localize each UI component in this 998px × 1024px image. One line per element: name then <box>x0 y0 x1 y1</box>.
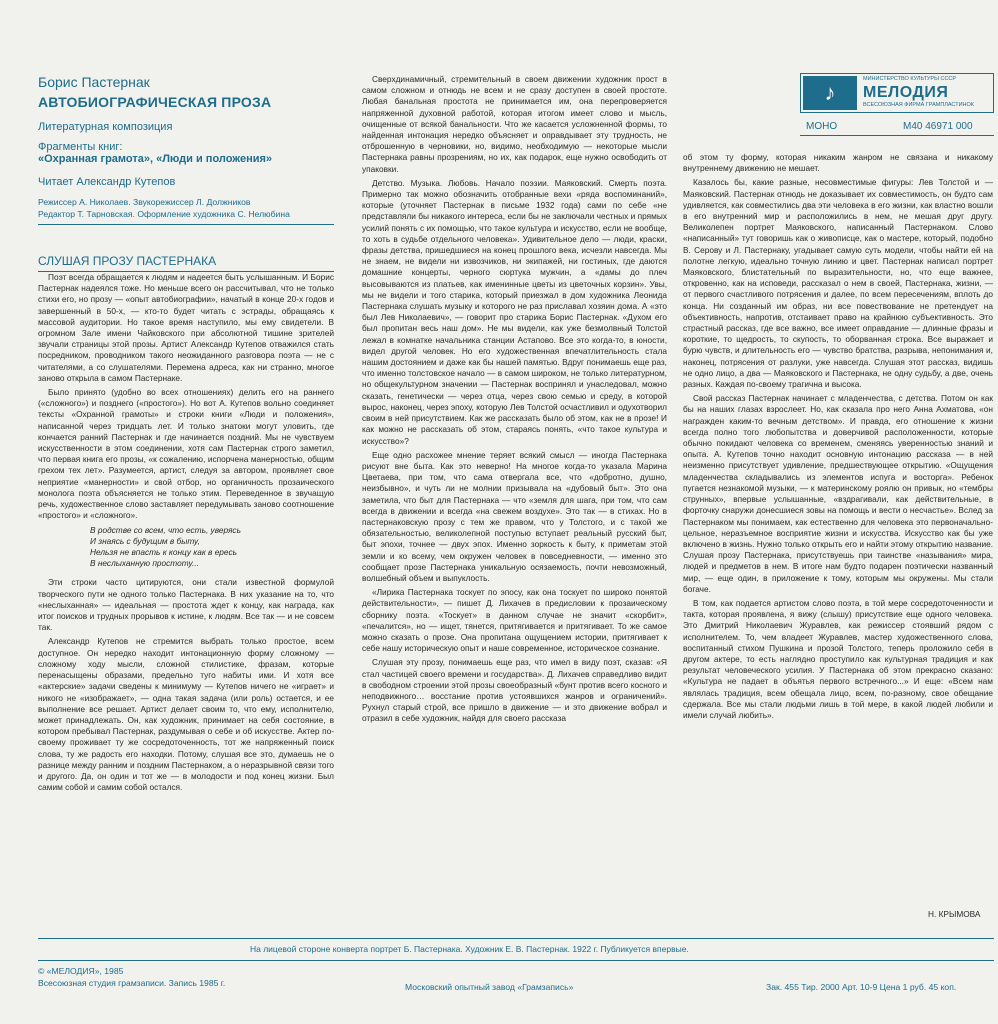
melodiya-logo <box>800 73 994 113</box>
reader-credit: Читает Александр Кутепов <box>38 176 176 188</box>
production-credits <box>38 196 290 220</box>
fragments-books: «Охранная грамота», «Люди и положения» <box>38 153 273 165</box>
album-title: АВТОБИОГРАФИЧЕСКАЯ ПРОЗА <box>38 94 272 110</box>
paragraph: Свой рассказ Пастернак начинает с младенчества, с детства. Потом он как бы на наших глазах взрослеет. Но, как сказала про него Анна Ахматова, «он награжден каким-то вечным детством». И правда, его отношение к жизни всегда полно того любопытства и доверчивой расположенности, которые обычно покидают человека со временем, сменяясь уверенностью знаний и опыта. А. Кутепов точно находит основную интонацию рассказа — в ней неизменно присутствует удивление, предшествующее открытию. «Ощущения младенчества складывались из элементов испуга и восторга». Ребенок пугается незнакомой музыки, — к материнскому роялю он привык, но «тембры струнных», впервые услышанные, «вздрагивали, как действительные, в форточку снаружи донесшиеся зовы на помощь и вести о несчастье». Вслед за Пастернаком мы понимаем, как естественно для человека это первоначально-цельное, неразъемное восприятие жизни и искусства. Искусство как бы уже включено в жизнь. Нужно только открыть его и найти этому открытию название. Слушая прозу Пастернака, присутствуешь при таинстве «называния» мира, людей и предметов в нем. В итоге нам будто подарен поэтически названный мир, — еще один, в приложение к тому, которым мы окружены. Мы стали богаче. <box>683 393 993 594</box>
credits-line: Редактор Т. Тарновская. Оформление художника С. Нелюбина <box>38 209 290 219</box>
cover-portrait-note: На лицевой стороне конверта портрет Б. Пастернака. Художник Е. В. Пастернак. 1922 г. Публикуется впервые. <box>250 944 689 954</box>
factory-credit: Московский опытный завод «Грамзапись» <box>405 982 574 992</box>
order-info: Зак. 455 Тир. 2000 Арт. 10-9 Цена 1 руб. 45 коп. <box>766 982 957 992</box>
article-heading: СЛУШАЯ ПРОЗУ ПАСТЕРНАКА <box>38 254 217 268</box>
logo-firm: ВСЕСОЮЗНАЯ ФИРМА ГРАМПЛАСТИНОК <box>863 102 974 108</box>
author-name: Борис Пастернак <box>38 74 150 90</box>
article-column-1 <box>38 272 334 796</box>
copyright: © «МЕЛОДИЯ», 1985 <box>38 966 124 976</box>
poem-quote <box>90 525 334 569</box>
paragraph: Казалось бы, какие разные, несовместимые фигуры: Лев Толстой и — Маяковский. Пастернак отнюдь не доказывает их совместимость, он будто сам удивляется, как совместились два эти человека в его жизни, как властно вошли в его внутренний мир и расположились в нем, не мешая друг другу. Великолепен портрет Маяковского, написанный Пастернаком. Слово «написанный» тут говоришь как о живописце, как о мастере, который, подобно В. Серову и Л. Пастернаку, угадывает самую суть модели, чтобы найти ей на полотне легкую, идеально точную линию и цвет. Пастернак написал портрет Маяковского, блистательный по выразительности, но, что еще важнее, откровенно, как на исповеди, рассказал о нем в своей, Пастернака, жизни, — от первого счастливого потрясения и далее, по всем пересечениям, вплоть до конца. Ни созданный им образ, ни все повествование не претендует на объективность, напротив, отстаивает право на крайнюю субъективность. Это страстный рассказ, где все важно, все имеет оправдание — длинные фразы и короткие, то щедрость, то скупость, то оборванная строка. Все выражает и бурю чувств, и длительность его — чувство братства, разрыва, непонимания и, наконец, потрясения от разлуки, уже навсегда. Слушая этот рассказ, видишь не одно лицо, а два — Маяковского и Пастернака, не одну судьбу, а две, очень разных. Каждая по-своему трагична и высока. <box>683 177 993 390</box>
poem-line: И знаясь с будущим в быту, <box>90 536 200 547</box>
poem-line: В родстве со всем, что есть, уверясь <box>90 525 241 536</box>
logo-brand: МЕЛОДИЯ <box>863 84 949 101</box>
paragraph: В том, как подается артистом слово поэта, в той мере сосредоточенности и такта, которая проявлена, я вижу (слышу) присутствие еще одного человека. Это Дмитрий Николаевич Журавлев, как режиссер стоявший рядом с исполнителем. То, чем владеет Журавлев, мастер художественного слова, воспитанный стихом Пушкина и прозой Толстого, теперь проложило себя в другом актере, то есть наглядно проступило как культурная традиция и как результат человеческого усилия. У Пастернака об этом прекрасно сказано: «Культура не падает в объятья первого встречного...» И еще: «Всем нам являлась традиция, всем обещала лицо, всем, по-разному, свое обещание сдержала. Все мы стали людьми лишь в той мере, в какой людей любили и имели случай любить». <box>683 597 993 720</box>
paragraph: Сверхдинамичный, стремительный в своем движении художник прост в самом сложном и отнюдь не всем и не сразу доступен в своей простоте. Любая банальная простота не принимается им, она перепроверяется напряженной духовной работой, которая итогом имеет слово и мысль, очищенные от всякой банальности. Что же касается усложненной формы, то найденная интонация нередко объясняет и оправдывает эту трудность, не отброшенную в черновики, но, видимо, необходимую — некоторые мысли Пастернака равны прозрениям, но их, как подарок, еще нужно освободить от упаковки. <box>362 74 667 174</box>
article-column-2 <box>362 74 667 728</box>
paragraph: Детство. Музыка. Любовь. Начало поэзии. Маяковский. Смерть поэта. Примерно так можно обозначить отобранные вехи «ряда воспоминаний», которые (уточняет Пастернак в письме 1932 года) сами по себе «не представляли бы никакого интереса, если бы не заключали честных и прямых усилий понять с их помощью, что такое культура и искусство, если не вообще, то хоть в судьбе отдельного человека». Удивительное дело — люди, краски, фразы детства, пришедшиеся на конец прошлого века, исчезли навсегда. Мы не знаем, не видели ни извозчиков, ни экипажей, ни гостиных, где даются домашние концерты, черного сюртука мужчин, а «дамы до плеч высовываются из платьев, как именинные цветы из цветочных корзин». Увы, мы не видели и того старика, который приезжал в дом художника Леонида Пастернака слушать музыку и которого не раз приславал хозяин дома. А «это был Лев Николаевич», — говорит про старика Борис Пастернак. «Духом его был пропитан весь наш дом». Не мы видели, как уже безмолвный Толстой лежал в комнатке начальника станции Астапово. Все это когда-то, в юности, видел другой человек. Но его художественная впечатлительность стала нашим достоянием и даже как бы нашей памятью. Вдруг понимаешь еще раз, что именно толстовское начало — в самом широком, не только литературном, но общекультурном значении — Пастернак воспринял и унаследовал, можно сказать, генетически — через отца, через свою семью и среду, в которой вырос, наконец, через эпоху, которую Лев Толстой осчастливил и одухотворил своим в ней присутствием. Как же рассказать было об этом, как не в прозе! И как можно не рассказать об этом, стараясь понять, «что такое культура и искусство»? <box>362 177 667 446</box>
catalog-number: М40 46971 000 <box>903 121 973 132</box>
label-divider <box>800 135 994 136</box>
header-divider <box>38 224 334 225</box>
paragraph: Еще одно расхожее мнение теряет всякий смысл — иногда Пастернака рисуют вне быта. Как это неверно! На многое когда-то указала Марина Цветаева, при том, что сама отвергала все, что «добротно, душно, неизбывно», и чуть ли не молнии призывала на «дубовый быт». Это она заметила, что быт для Пастернака — что «земля для шага, при том, что сам всегда в движении и всегда «на свежем воздухе». Это так — в стихах. Но в пастернаковскую прозу с тем же правом, что у Толстого, и с такой же обязательностью, великолепной поступью вступает реальный русский быт, быт эпохи, точнее — двух эпох. Именно зоркость к быту, к приметам этой земли и ко всему, чем окружен человек в повседневности, — именно это сообщает прозе Пастернака уникальную осязаемость, почти невозможный, волшебный объем и выпуклость. <box>362 449 667 583</box>
album-subtitle: Литературная композиция <box>38 121 173 133</box>
footer-divider-bottom <box>38 960 994 961</box>
paragraph: Александр Кутепов не стремится выбрать только простое, всем доступное. Он нередко находит интонационную форму сложному — сложному ходу мысли, сложной стилистике, фразам, которые перенасыщены образами, предельно туго набиты ими. И хотя все «актерские» задачи сведены к минимуму — Кутепов ничего не «играет» и никого не «изображает», — одна такая задача (или роль) остается, и ее выполнение все решает. Артист делает своим то, что ему, исполнителю, может принадлежать. Он, как художник, принимает на себя состояние, в котором пребывал Пастернак, раздумывая о себе и об искусстве. Актер по-своему проживает ту же сосредоточенность, тот же напряженный поиск слова, ту же радость его находки. Потому, слушая все это, думаешь не о разнице между ранним и поздним Пастернаком, а о неразрывной связи того и другого. Да, он один и тот же — в молодости и под конец жизни. Был самим собой и самим собой остался. <box>38 636 334 793</box>
paragraph: «Лирика Пастернака тоскует по эпосу, как она тоскует по широко понятой действительности», — пишет Д. Лихачев в предисловии к прозаическому сборнику поэта. «Тоскует» в данном случае не значит «скорбит», «печалится», но — ищет, тянется, притягивается и притягивает. То же самое можно сказать о прозе. Она пропитана ощущением истории, притягивает к себе нашу историческую опыт и наше современное, историческое сознание. <box>362 587 667 654</box>
article-signature: Н. КРЫМОВА <box>928 909 981 919</box>
logo-ministry: МИНИСТЕРСТВО КУЛЬТУРЫ СССР <box>863 76 957 82</box>
poem-line: В неслыханную простоту... <box>90 558 199 569</box>
article-column-3 <box>683 152 993 724</box>
melodiya-emblem-icon: ♪ <box>803 76 857 110</box>
paragraph: Поэт всегда обращается к людям и надеется быть услышанным. И Борис Пастернак надеялся тоже. Но меньше всего он рассчитывал, что не только стихи его, но прозу — «опыт автобиографии», начатый в конце 20-х годов и завершенный в 50-х, — кто-то будет читать с эстрады, обращаясь к массовой аудитории. Но такое время наступило, мы ему свидетели. В огромном Зале имени Чайковского при абсолютной тишине зрителей звучали страницы этой прозы. Артист Александр Кутепов отважился стать посредником, проводником такого неожиданного разговора поэта — не с читателями, а со слушателями. Перемена адреса, как ни странно, многое заново открыла в самом Пастернаке. <box>38 272 334 383</box>
paragraph: об этом ту форму, которая никаким жанром не связана и никакому внутреннему движению не мешает. <box>683 152 993 174</box>
studio-credit: Всесоюзная студия грамзаписи. Запись 1985 г. <box>38 978 226 988</box>
credits-line: Режиссер А. Николаев. Звукорежиссер Л. Должников <box>38 197 251 207</box>
paragraph: Было принято (удобно во всех отношениях) делить его на раннего («сложного») и позднего («простого»). Но вот А. Кутепов вольно соединяет тексты «Охранной грамоты» и строки книги «Люди и положения», написанной через тридцать лет. И только знатоки могут уловить, где кончается ранний Пастернак и где начинается поздний. Мы не чувствуем искусственности в этом соединении, хотя сам Пастернак строго заметил, что первая книга его прозы, «к сожалению, испорчена манерностью, общим грехом тех лет». Разумеется, артист, следуя за автором, проявляет свое неприятие «манерности» и свой отбор, но органичность прозаического монолога поэта объясняется не только этим. Переведенное в звучащую речь, художественное слово заставляет передумывать заново соотношение «простого» и «сложного». <box>38 387 334 521</box>
footer-divider-top <box>38 938 994 939</box>
poem-line: Нельзя не впасть к концу как в ересь <box>90 547 237 558</box>
paragraph: Эти строки часто цитируются, они стали известной формулой творческого пути не одного только Пастернака. В них указание на то, что «неслыханная» — идеальная — простота ждет к концу, как награда, как итог поисков и трудных прорывов к истине, к людям. Все так — и не совсем так. <box>38 577 334 633</box>
fragments-label: Фрагменты книг: <box>38 141 123 153</box>
paragraph: Слушая эту прозу, понимаешь еще раз, что имел в виду поэт, сказав: «Я стал частицей своего времени и государства». Д. Лихачев справедливо видит в свободном строении этой прозы своеобразный «бунт против всего косного и неподвижного… восстание против устоявшихся жанров и ограничений». Рухнул старый строй, все пришло в движение — и это движение вобрал и отразил в себе художник, найдя для своего рассказа <box>362 657 667 724</box>
mono-label: МОНО <box>806 121 838 132</box>
